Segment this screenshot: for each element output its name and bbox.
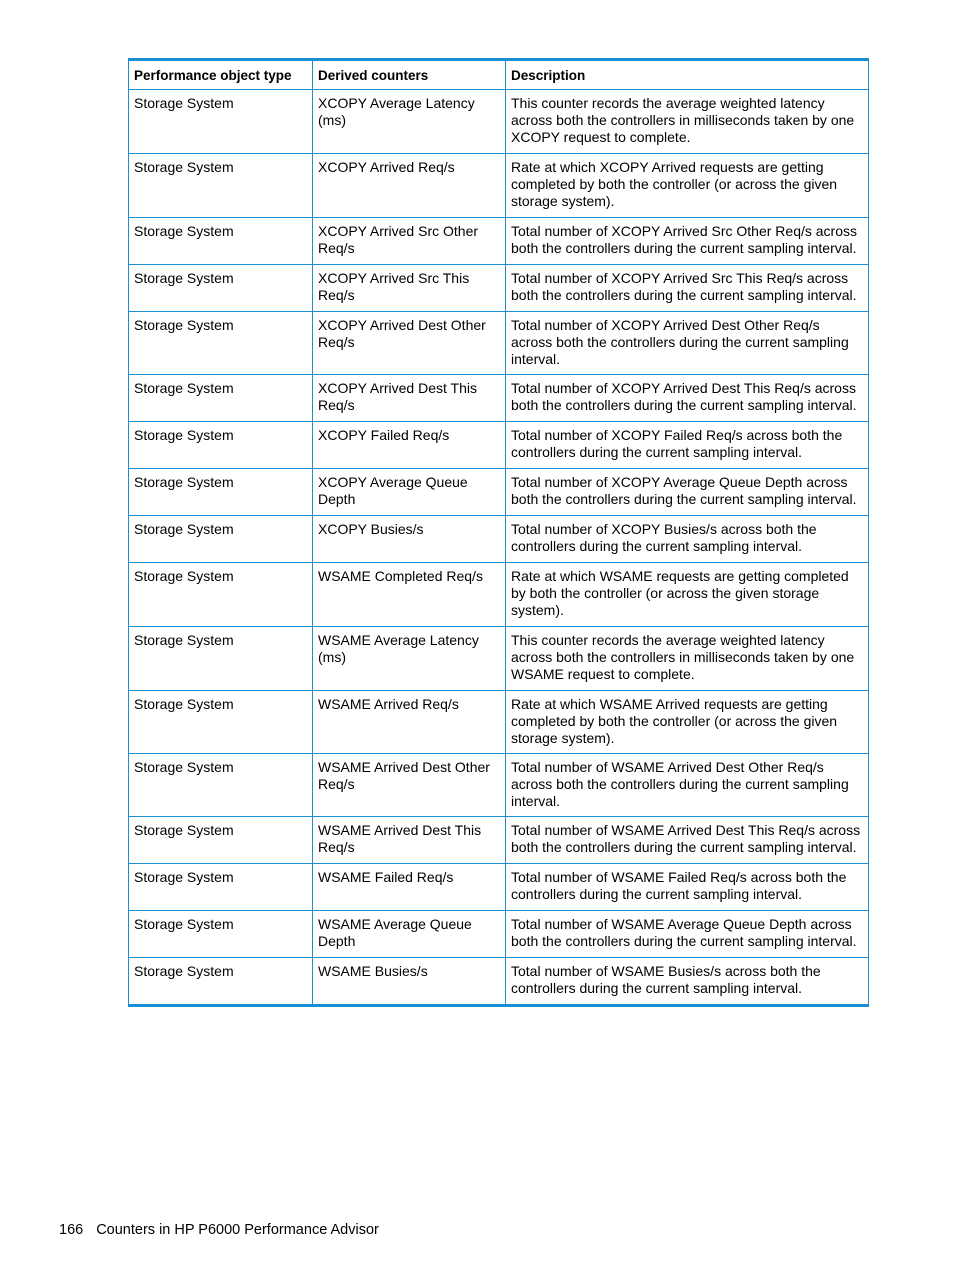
- cell-object-type: Storage System: [129, 90, 313, 154]
- table-row: [129, 469, 869, 516]
- cell-description: Total number of XCOPY Busies/s across both the controllers during the current sampling interval.: [506, 516, 869, 563]
- cell-derived-counter: XCOPY Average Queue Depth: [313, 469, 506, 516]
- cell-description: This counter records the average weighted latency across both the controllers in milliseconds taken by one XCOPY request to complete.: [506, 90, 869, 154]
- table-row: [129, 958, 869, 1006]
- cell-derived-counter: WSAME Arrived Dest This Req/s: [313, 817, 506, 864]
- cell-object-type: Storage System: [129, 154, 313, 218]
- table-row: [129, 563, 869, 627]
- cell-description: Total number of XCOPY Average Queue Depth across both the controllers during the current sampling interval.: [506, 469, 869, 516]
- table-row: [129, 864, 869, 911]
- page-number: 166: [59, 1222, 84, 1238]
- table-row: [129, 265, 869, 312]
- cell-derived-counter: XCOPY Arrived Dest Other Req/s: [313, 312, 506, 375]
- cell-description: Total number of XCOPY Arrived Src Other Req/s across both the controllers during the current sampling interval.: [506, 218, 869, 265]
- cell-description: Rate at which WSAME Arrived requests are getting completed by both the controller (or across the given storage system).: [506, 691, 869, 754]
- table-row: [129, 218, 869, 265]
- cell-derived-counter: WSAME Arrived Req/s: [313, 691, 506, 754]
- table-row: [129, 422, 869, 469]
- page-footer: [59, 1222, 379, 1238]
- cell-object-type: Storage System: [129, 754, 313, 817]
- cell-object-type: Storage System: [129, 691, 313, 754]
- cell-object-type: Storage System: [129, 958, 313, 1006]
- table-row: [129, 627, 869, 691]
- cell-object-type: Storage System: [129, 375, 313, 422]
- header-description: Description: [506, 60, 869, 90]
- cell-description: Total number of WSAME Average Queue Depth across both the controllers during the current sampling interval.: [506, 911, 869, 958]
- cell-derived-counter: XCOPY Arrived Src This Req/s: [313, 265, 506, 312]
- cell-object-type: Storage System: [129, 516, 313, 563]
- cell-object-type: Storage System: [129, 265, 313, 312]
- counters-table: [128, 58, 869, 1007]
- cell-description: Total number of WSAME Busies/s across both the controllers during the current sampling interval.: [506, 958, 869, 1006]
- cell-object-type: Storage System: [129, 312, 313, 375]
- cell-description: Rate at which WSAME requests are getting completed by both the controller (or across the given storage system).: [506, 563, 869, 627]
- cell-derived-counter: XCOPY Average Latency (ms): [313, 90, 506, 154]
- table-row: [129, 817, 869, 864]
- cell-derived-counter: WSAME Average Queue Depth: [313, 911, 506, 958]
- cell-description: Total number of WSAME Arrived Dest This Req/s across both the controllers during the current sampling interval.: [506, 817, 869, 864]
- cell-description: Rate at which XCOPY Arrived requests are getting completed by both the controller (or across the given storage system).: [506, 154, 869, 218]
- cell-object-type: Storage System: [129, 864, 313, 911]
- cell-object-type: Storage System: [129, 422, 313, 469]
- cell-object-type: Storage System: [129, 563, 313, 627]
- cell-derived-counter: XCOPY Arrived Req/s: [313, 154, 506, 218]
- header-derived-counters: Derived counters: [313, 60, 506, 90]
- table-row: [129, 375, 869, 422]
- cell-derived-counter: WSAME Busies/s: [313, 958, 506, 1006]
- cell-object-type: Storage System: [129, 911, 313, 958]
- cell-derived-counter: WSAME Failed Req/s: [313, 864, 506, 911]
- cell-derived-counter: XCOPY Busies/s: [313, 516, 506, 563]
- cell-derived-counter: XCOPY Failed Req/s: [313, 422, 506, 469]
- cell-description: Total number of WSAME Failed Req/s across both the controllers during the current sampling interval.: [506, 864, 869, 911]
- cell-object-type: Storage System: [129, 469, 313, 516]
- footer-section-title: Counters in HP P6000 Performance Advisor: [96, 1222, 379, 1238]
- table-row: [129, 516, 869, 563]
- cell-derived-counter: WSAME Arrived Dest Other Req/s: [313, 754, 506, 817]
- cell-description: Total number of WSAME Arrived Dest Other Req/s across both the controllers during the current sampling interval.: [506, 754, 869, 817]
- cell-derived-counter: XCOPY Arrived Src Other Req/s: [313, 218, 506, 265]
- cell-description: Total number of XCOPY Arrived Src This Req/s across both the controllers during the current sampling interval.: [506, 265, 869, 312]
- cell-description: This counter records the average weighted latency across both the controllers in milliseconds taken by one WSAME request to complete.: [506, 627, 869, 691]
- cell-description: Total number of XCOPY Failed Req/s across both the controllers during the current sampling interval.: [506, 422, 869, 469]
- cell-object-type: Storage System: [129, 817, 313, 864]
- cell-derived-counter: WSAME Average Latency (ms): [313, 627, 506, 691]
- table-row: [129, 911, 869, 958]
- cell-object-type: Storage System: [129, 218, 313, 265]
- header-object-type: Performance object type: [129, 60, 313, 90]
- table-row: [129, 312, 869, 375]
- table-row: [129, 754, 869, 817]
- table-row: [129, 90, 869, 154]
- cell-object-type: Storage System: [129, 627, 313, 691]
- cell-derived-counter: XCOPY Arrived Dest This Req/s: [313, 375, 506, 422]
- table-header-row: [129, 60, 869, 90]
- cell-derived-counter: WSAME Completed Req/s: [313, 563, 506, 627]
- table-row: [129, 154, 869, 218]
- cell-description: Total number of XCOPY Arrived Dest Other Req/s across both the controllers during the current sampling interval.: [506, 312, 869, 375]
- cell-description: Total number of XCOPY Arrived Dest This Req/s across both the controllers during the current sampling interval.: [506, 375, 869, 422]
- table-row: [129, 691, 869, 754]
